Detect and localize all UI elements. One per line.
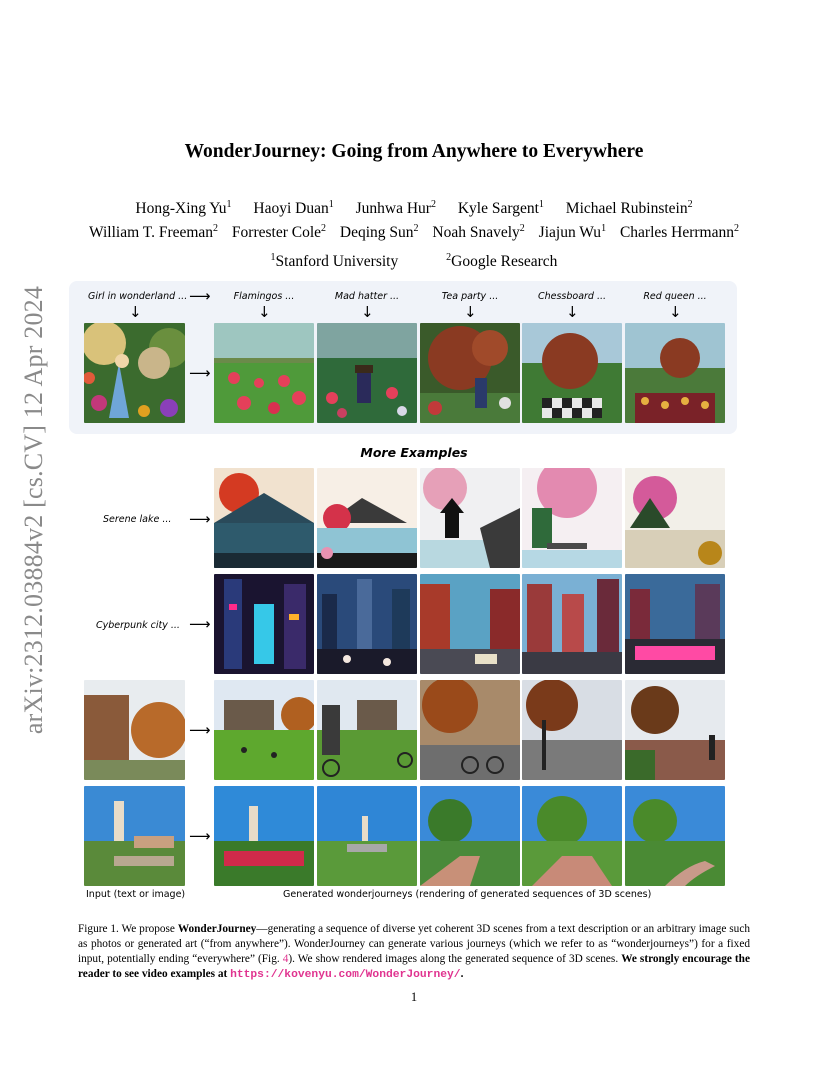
author: Junhwa Hur$^2$ (355, 199, 436, 218)
campus-image-5 (625, 680, 725, 780)
lake-image-1 (214, 468, 314, 568)
teaser-input-image (84, 323, 185, 423)
campus-input-image (84, 680, 185, 780)
authors-row-2 (60, 217, 768, 245)
arrow-down-icon: ↓ (258, 303, 271, 321)
affiliations (60, 246, 768, 274)
lake-image-5 (625, 468, 725, 568)
caption-text: —generating a sequence of diverse yet coherent 3D scenes from a text description or an arbitrary image such as photos or generated art (“from anywhere”). WonderJourney can generate various journeys (which we refer to as “wonderjourneys”) for a fixed input, potentially ending “everywhere” (Fig. (78, 923, 750, 965)
figure-reference-link[interactable]: 4 (282, 953, 289, 965)
row-label-cyberpunk-city: Cyberpunk city ... (96, 620, 180, 631)
author: Hong-Xing Yu$^1$ (135, 199, 232, 218)
author: Forrester Cole$^2$ (231, 223, 327, 242)
teaser-step-caption: Tea party ... (441, 291, 499, 302)
teaser-chessboard-image (522, 323, 622, 423)
caption-text: Figure 1. We propose (78, 923, 178, 935)
arrow-right-icon: ⟶ (189, 287, 211, 305)
author: William T. Freeman$^2$ (88, 223, 219, 242)
tower-image-5 (625, 786, 725, 886)
tower-input-image (84, 786, 185, 886)
author: Charles Herrmann$^2$ (619, 223, 739, 242)
cyberpunk-image-5 (625, 574, 725, 674)
arrow-right-icon: ⟶ (189, 721, 211, 739)
arrow-down-icon: ↓ (669, 303, 682, 321)
arrow-down-icon: ↓ (361, 303, 374, 321)
generated-label: Generated wonderjourneys (rendering of generated sequences of 3D scenes) (283, 889, 652, 900)
cyberpunk-image-1 (214, 574, 314, 674)
teaser-step-caption: Chessboard ... (537, 291, 607, 302)
author: Kyle Sargent$^1$ (457, 199, 544, 218)
cyberpunk-image-4 (522, 574, 622, 674)
arrow-down-icon: ↓ (129, 303, 142, 321)
row-label-serene-lake: Serene lake ... (103, 514, 172, 525)
campus-image-3 (420, 680, 520, 780)
author: Noah Snavely$^2$ (432, 223, 525, 242)
author: Jiajun Wu$^1$ (538, 223, 607, 242)
author: Michael Rubinstein$^2$ (565, 199, 693, 218)
arrow-right-icon: ⟶ (189, 827, 211, 845)
arrow-right-icon: ⟶ (189, 510, 211, 528)
teaser-mad-hatter-image (317, 323, 417, 423)
affiliation: $^1$Stanford University (270, 252, 399, 271)
teaser-tea-party-image (420, 323, 520, 423)
tower-image-4 (522, 786, 622, 886)
campus-image-1 (214, 680, 314, 780)
project-url-link[interactable]: https://kovenyu.com/WonderJourney/ (230, 969, 461, 981)
affiliation: $^2$Google Research (446, 252, 558, 271)
caption-bold-text: We strongly encourage the reader to see video examples at (78, 953, 750, 980)
arrow-right-icon: ⟶ (189, 615, 211, 633)
campus-image-2 (317, 680, 417, 780)
teaser-flamingos-image (214, 323, 314, 423)
arxiv-stamp-text: arXiv:2312.03884v2 [cs.CV] 12 Apr 2024 (19, 285, 48, 735)
lake-image-3 (420, 468, 520, 568)
paper-title: WonderJourney: Going from Anywhere to Everywhere (184, 141, 644, 162)
page-number: 1 (410, 990, 418, 1004)
campus-image-4 (522, 680, 622, 780)
caption-method-name: WonderJourney (177, 923, 257, 935)
more-examples-heading: More Examples (360, 445, 468, 460)
caption-end: . (460, 968, 464, 980)
author: Deqing Sun$^2$ (339, 223, 419, 242)
teaser-input-caption: Girl in wonderland ... (88, 291, 188, 302)
caption-text: ). We show rendered images along the generated sequence of 3D scenes. (288, 953, 622, 965)
tower-image-2 (317, 786, 417, 886)
arxiv-stamp (8, 260, 60, 760)
lake-image-2 (317, 468, 417, 568)
teaser-red-queen-image (625, 323, 725, 423)
arrow-down-icon: ↓ (566, 303, 579, 321)
arrow-right-icon: ⟶ (189, 364, 211, 382)
author: Haoyi Duan$^1$ (253, 199, 334, 218)
lake-image-4 (522, 468, 622, 568)
tower-image-1 (214, 786, 314, 886)
tower-image-3 (420, 786, 520, 886)
input-label: Input (text or image) (86, 889, 186, 900)
figure-caption (78, 922, 750, 983)
cyberpunk-image-3 (420, 574, 520, 674)
cyberpunk-image-2 (317, 574, 417, 674)
teaser-step-caption: Mad hatter ... (334, 291, 400, 302)
arrow-down-icon: ↓ (464, 303, 477, 321)
teaser-step-caption: Red queen ... (643, 291, 707, 302)
teaser-step-caption: Flamingos ... (233, 291, 295, 302)
